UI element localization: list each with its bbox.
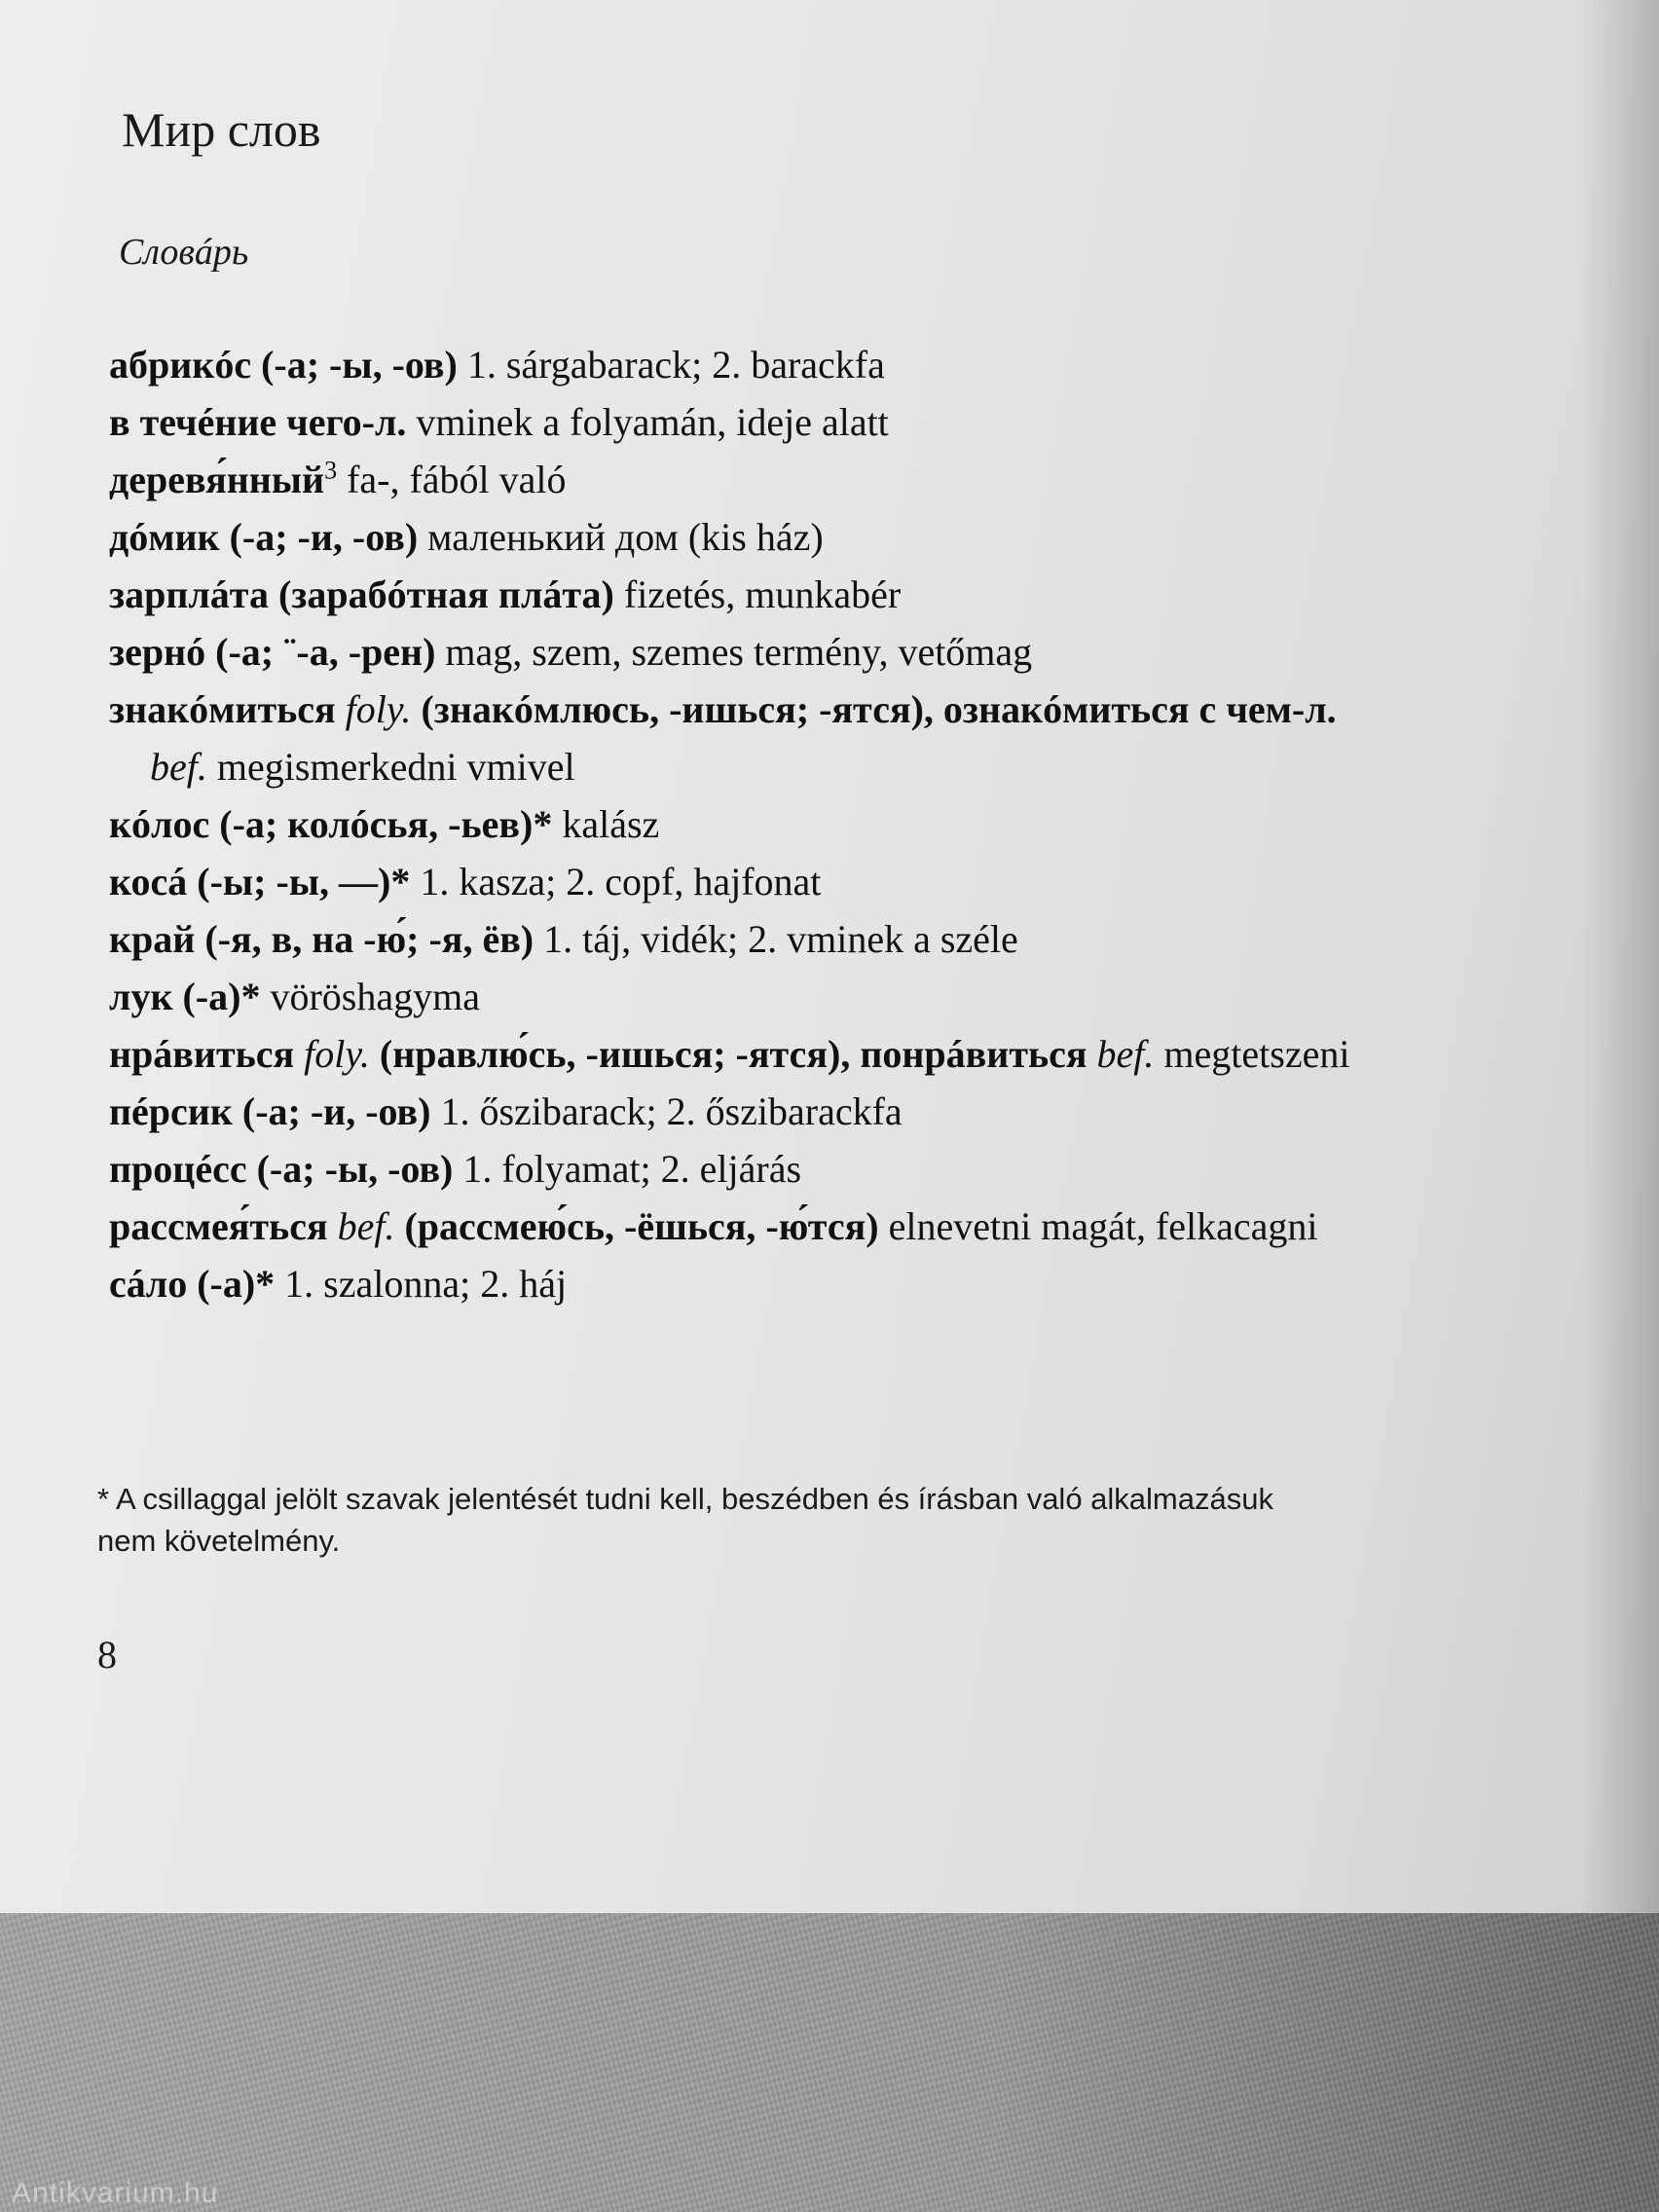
- headword: зернó (-а; ¨-а, -рен): [109, 630, 436, 674]
- headword: пéрсик (-а; -и, -ов): [109, 1089, 431, 1133]
- definition: kalász: [552, 802, 660, 846]
- vocab-entry: [109, 623, 1608, 681]
- background-fabric: [0, 1913, 1659, 2212]
- vocab-entry: [109, 393, 1608, 451]
- headword: в течéние чего-л.: [109, 400, 407, 444]
- page-title: Мир слов: [122, 102, 321, 157]
- definition: 1. szalonna; 2. háj: [275, 1262, 568, 1306]
- definition: megtetszeni: [1154, 1032, 1350, 1076]
- headword: рассмея́ться: [109, 1204, 328, 1248]
- headword: деревя́нный: [109, 458, 325, 501]
- vocab-entry: [109, 795, 1608, 853]
- headword: процéсс (-а; -ы, -ов): [109, 1147, 454, 1191]
- definition: fa-, fából való: [337, 458, 567, 501]
- vocab-entry: [109, 1083, 1608, 1140]
- grammar-label: foly.: [335, 687, 412, 731]
- vocab-entry: [109, 508, 1608, 566]
- headword: сáло (-а)*: [109, 1262, 276, 1306]
- definition: vminek a folyamán, ideje alatt: [406, 400, 889, 444]
- vocab-entry: [109, 968, 1608, 1025]
- headword-forms: (знакóмлюсь, -ишься; -ятся), ознакóмиться с чем-л.: [411, 687, 1337, 731]
- headword: кóлос (-а; колóсья, -ьев)*: [109, 802, 553, 846]
- definition: маленький дом (kis ház): [418, 515, 824, 559]
- definition: fizetés, munkabér: [613, 572, 902, 616]
- headword: зарплáта (зарабóтная плáта): [109, 572, 614, 616]
- definition: mag, szem, szemes termény, vetőmag: [435, 630, 1033, 674]
- vocab-entry-continuation: [109, 738, 1608, 795]
- definition: vöröshagyma: [260, 975, 480, 1018]
- vocab-entry: [109, 681, 1608, 738]
- footnote-line: nem követelmény.: [97, 1524, 341, 1558]
- vocabulary-list: [109, 336, 1608, 1312]
- vocab-entry: [109, 566, 1608, 623]
- superscript-marker: 3: [324, 456, 338, 485]
- headword: дóмик (-а; -и, -ов): [109, 515, 419, 559]
- headword: знакóмиться: [109, 687, 336, 731]
- definition: 1. sárgabarack; 2. barackfa: [457, 343, 885, 387]
- vocab-entry: [109, 910, 1608, 968]
- headword: край (-я, в, на -ю́; -я, ёв): [109, 917, 535, 961]
- headword: лук (-а)*: [109, 975, 261, 1018]
- grammar-label: bef.: [150, 745, 207, 789]
- definition: 1. táj, vidék; 2. vminek a széle: [534, 917, 1018, 961]
- headword-forms: (рассмею́сь, -ёшься, -ю́тся): [394, 1204, 879, 1248]
- section-subtitle: Словáрь: [119, 232, 249, 273]
- headword: косá (-ы; -ы, —)*: [109, 860, 411, 903]
- vocab-entry: [109, 1025, 1608, 1083]
- grammar-label: bef.: [1087, 1032, 1155, 1076]
- grammar-label: bef.: [327, 1204, 395, 1248]
- footnote-line: * A csillaggal jelölt szavak jelentését tudni kell, beszédben és írásban való alkalmazásuk: [97, 1482, 1273, 1516]
- headword: абрикóс (-а; -ы, -ов): [109, 343, 458, 387]
- definition: megismerkedni vmivel: [206, 745, 575, 789]
- vocab-entry: [109, 1255, 1608, 1312]
- definition: 1. kasza; 2. copf, hajfonat: [410, 860, 822, 903]
- page-number: 8: [97, 1633, 117, 1677]
- grammar-label: foly.: [294, 1032, 370, 1076]
- definition: 1. őszibarack; 2. őszibarackfa: [430, 1089, 903, 1133]
- vocab-entry: [109, 1140, 1608, 1198]
- headword: нрáвиться: [109, 1032, 295, 1076]
- vocab-entry: [109, 1198, 1608, 1255]
- definition: elnevetni magát, felkacagni: [878, 1204, 1318, 1248]
- footnote: [97, 1478, 1577, 1562]
- vocab-entry: [109, 336, 1608, 393]
- definition: 1. folyamat; 2. eljárás: [453, 1147, 802, 1191]
- headword-forms: (нравлю́сь, -ишься; -ятся), понрáвиться: [369, 1032, 1088, 1076]
- watermark: Antikvarium.hu: [12, 2177, 219, 2209]
- vocab-entry: [109, 451, 1608, 508]
- vocab-entry: [109, 853, 1608, 910]
